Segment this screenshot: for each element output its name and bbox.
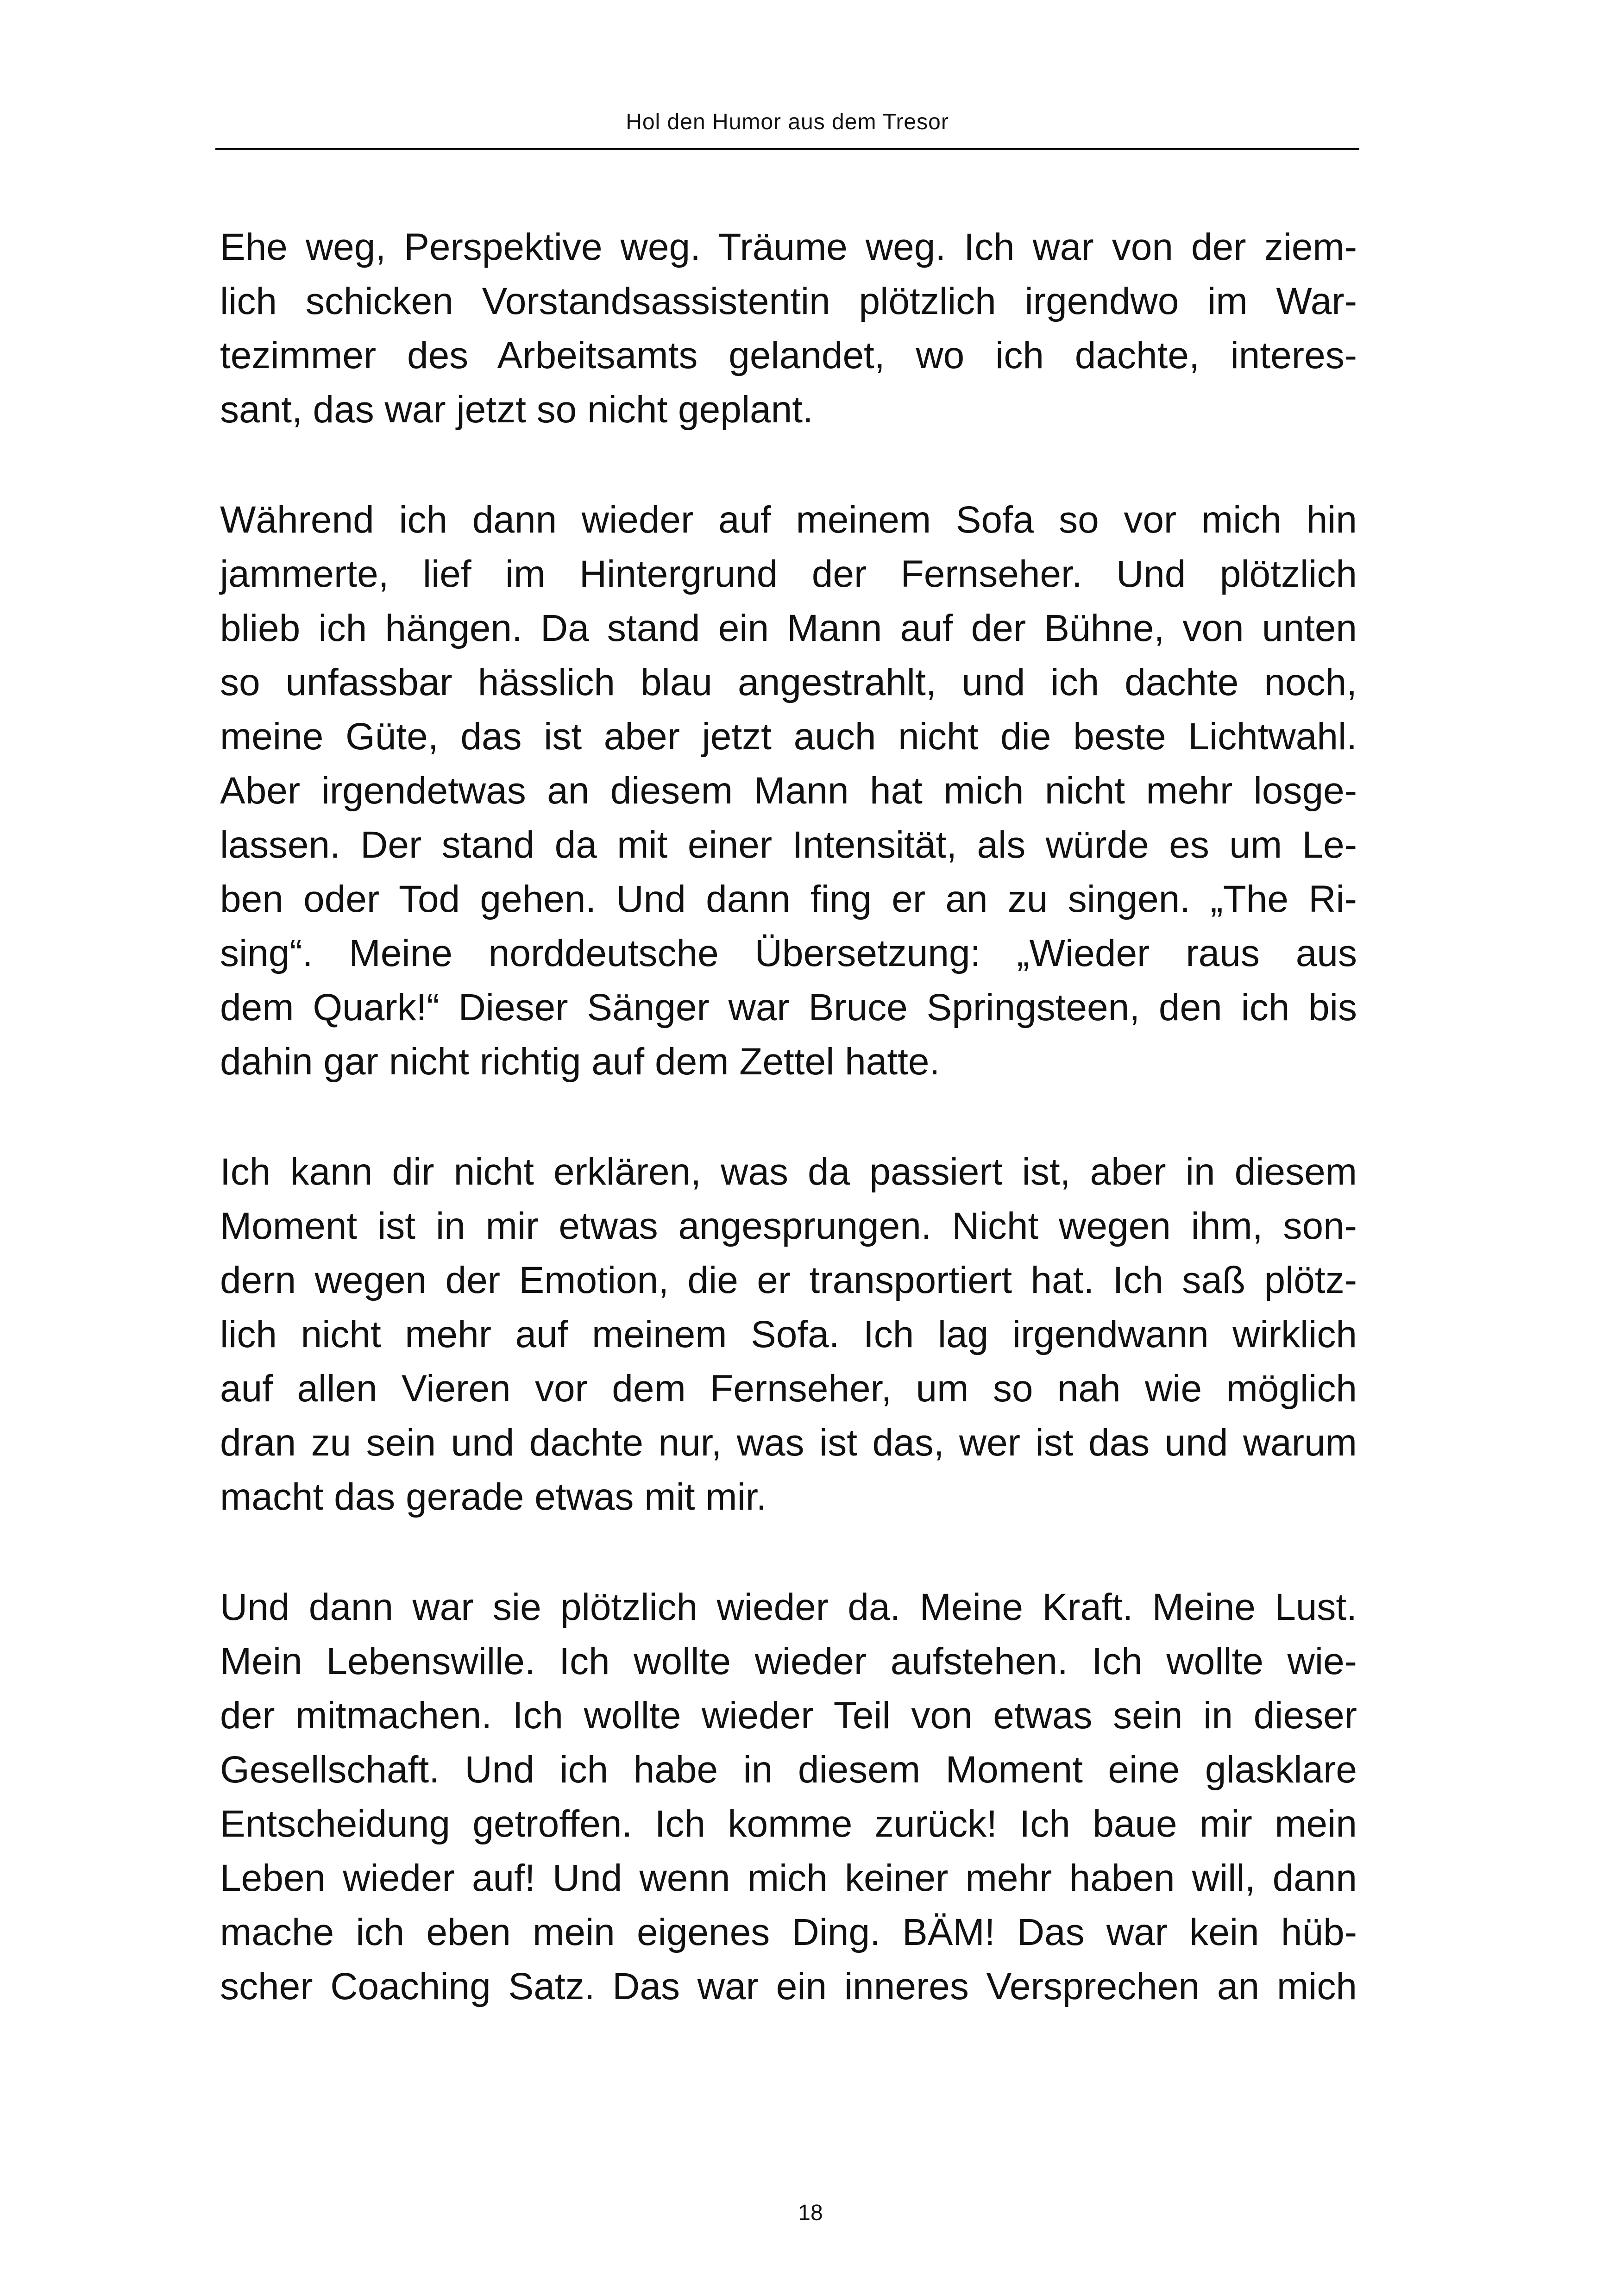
text-line: lich nicht mehr auf meinem Sofa. Ich lag irgendwann wirklich (220, 1313, 1357, 1355)
text-line: Aber irgendetwas an diesem Mann hat mich nicht mehr losge- (220, 770, 1357, 812)
text-line: Gesellschaft. Und ich habe in diesem Moment eine glasklare (220, 1749, 1357, 1791)
paragraph (220, 1580, 1357, 2014)
text-line: sant, das war jetzt so nicht geplant. (220, 389, 813, 431)
text-line: Während ich dann wieder auf meinem Sofa so vor mich hin (220, 499, 1357, 541)
header-rule (215, 148, 1359, 150)
text-line: auf allen Vieren vor dem Fernseher, um so nah wie möglich (220, 1368, 1357, 1410)
text-line: ben oder Tod gehen. Und dann fing er an zu singen. „The Ri- (220, 878, 1357, 920)
running-head-title: Hol den Humor aus dem Tresor (626, 110, 949, 134)
text-line: dern wegen der Emotion, die er transportiert hat. Ich saß plötz- (220, 1259, 1357, 1301)
text-line: Und dann war sie plötzlich wieder da. Meine Kraft. Meine Lust. (220, 1586, 1357, 1628)
body-text (220, 220, 1357, 2070)
text-line: blieb ich hängen. Da stand ein Mann auf der Bühne, von unten (220, 607, 1357, 649)
text-line: Entscheidung getroffen. Ich komme zurück! Ich baue mir mein (220, 1803, 1357, 1845)
text-line: jammerte, lief im Hintergrund der Fernseher. Und plötzlich (220, 553, 1357, 595)
text-line: dahin gar nicht richtig auf dem Zettel hatte. (220, 1041, 940, 1083)
text-line: lassen. Der stand da mit einer Intensität, als würde es um Le- (220, 824, 1357, 866)
text-line: dran zu sein und dachte nur, was ist das, wer ist das und warum (220, 1422, 1357, 1464)
text-line: dem Quark!“ Dieser Sänger war Bruce Springsteen, den ich bis (220, 986, 1357, 1029)
text-line: Moment ist in mir etwas angesprungen. Nicht wegen ihm, son- (220, 1205, 1357, 1247)
paragraph (220, 220, 1357, 437)
text-line: Ehe weg, Perspektive weg. Träume weg. Ich war von der ziem- (220, 226, 1357, 268)
text-line: meine Güte, das ist aber jetzt auch nicht die beste Lichtwahl. (220, 715, 1357, 758)
text-line: der mitmachen. Ich wollte wieder Teil von etwas sein in dieser (220, 1694, 1357, 1737)
text-line: scher Coaching Satz. Das war ein inneres Versprechen an mich (220, 1965, 1357, 2007)
page-number: 18 (798, 2201, 823, 2225)
text-line: so unfassbar hässlich blau angestrahlt, und ich dachte noch, (220, 661, 1357, 703)
text-line: mache ich eben mein eigenes Ding. BÄM! Das war kein hüb- (220, 1911, 1357, 1953)
paragraph (220, 493, 1357, 1089)
text-line: Mein Lebenswille. Ich wollte wieder aufstehen. Ich wollte wie- (220, 1640, 1357, 1682)
text-line: Leben wieder auf! Und wenn mich keiner mehr haben will, dann (220, 1857, 1357, 1899)
text-line: tezimmer des Arbeitsamts gelandet, wo ich dachte, interes- (220, 334, 1357, 376)
text-line: sing“. Meine norddeutsche Übersetzung: „Wieder raus aus (220, 932, 1357, 974)
paragraph (220, 1145, 1357, 1524)
text-line: macht das gerade etwas mit mir. (220, 1476, 767, 1518)
text-line: lich schicken Vorstandsassistentin plötzlich irgendwo im War- (220, 280, 1357, 322)
text-line: Ich kann dir nicht erklären, was da passiert ist, aber in diesem (220, 1151, 1357, 1193)
